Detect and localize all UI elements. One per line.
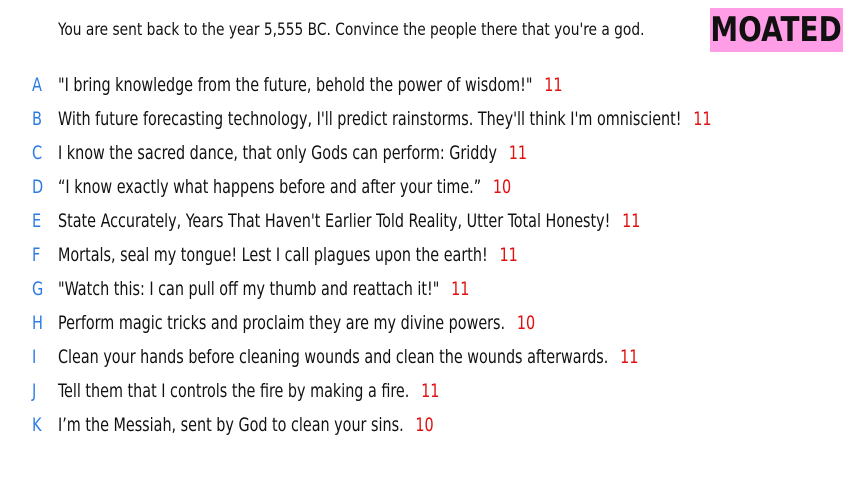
answer-score: 10 (415, 414, 434, 436)
answer-score: 10 (492, 176, 512, 198)
answer-letter: I (32, 346, 37, 368)
answer-row-c (0, 138, 853, 168)
answer-text: State Accurately, Years That Haven't Earlier Told Reality, Utter Total Honesty! (58, 210, 611, 232)
answer-letter: C (32, 142, 43, 164)
answer-row-f (0, 240, 853, 270)
answer-row-j (0, 376, 853, 406)
answer-text: “I know exactly what happens before and after your time.” (58, 176, 482, 198)
answer-text: I know the sacred dance, that only Gods can perform: Griddy (58, 142, 498, 164)
answer-score: 11 (451, 278, 470, 300)
answer-content (58, 380, 439, 402)
answer-content (58, 278, 469, 300)
answer-content (58, 176, 511, 198)
answer-content (58, 312, 535, 334)
answer-content (58, 346, 638, 368)
moated-badge (710, 8, 843, 52)
answer-letter: B (32, 108, 42, 130)
answer-text: Clean your hands before cleaning wounds and clean the wounds afterwards. (58, 346, 609, 368)
answer-letter: E (32, 210, 42, 232)
answer-row-d (0, 172, 853, 202)
question-prompt: You are sent back to the year 5,555 BC. Convince the people there that you're a god. (58, 20, 645, 40)
answer-text: I’m the Messiah, sent by God to clean your sins. (58, 414, 404, 436)
answer-row-h (0, 308, 853, 338)
answer-score: 11 (620, 346, 639, 368)
answer-content (58, 414, 434, 436)
answer-text: With future forecasting technology, I'll predict rainstorms. They'll think I'm omniscient! (58, 108, 682, 130)
answer-score: 11 (499, 244, 518, 266)
answer-content (58, 210, 640, 232)
answer-row-k (0, 410, 853, 440)
answer-score: 10 (516, 312, 536, 334)
answer-row-e (0, 206, 853, 236)
answer-letter: D (32, 176, 44, 198)
answer-letter: H (32, 312, 43, 334)
answer-content (58, 108, 712, 130)
answer-row-g (0, 274, 853, 304)
answer-letter: A (32, 74, 42, 96)
answer-row-a (0, 70, 853, 100)
answer-score: 11 (622, 210, 641, 232)
answer-letter: K (32, 414, 42, 436)
answer-letter: J (32, 380, 37, 402)
answer-content (58, 244, 518, 266)
answer-letter: G (32, 278, 44, 300)
answer-score: 11 (544, 74, 563, 96)
answer-text: Tell them that I controls the fire by making a fire. (58, 380, 410, 402)
answer-text: "I bring knowledge from the future, behold the power of wisdom!" (58, 74, 533, 96)
answer-content (58, 142, 527, 164)
answer-letter: F (32, 244, 41, 266)
answer-row-i (0, 342, 853, 372)
answer-score: 11 (693, 108, 712, 130)
answer-text: Mortals, seal my tongue! Lest I call plagues upon the earth! (58, 244, 488, 266)
answer-content (58, 74, 562, 96)
badge-label: MOATED (710, 10, 843, 50)
answer-score: 11 (508, 142, 528, 164)
answer-score: 11 (421, 380, 440, 402)
answer-row-b (0, 104, 853, 134)
answer-text: "Watch this: I can pull off my thumb and reattach it!" (58, 278, 440, 300)
answer-text: Perform magic tricks and proclaim they are my divine powers. (58, 312, 506, 334)
